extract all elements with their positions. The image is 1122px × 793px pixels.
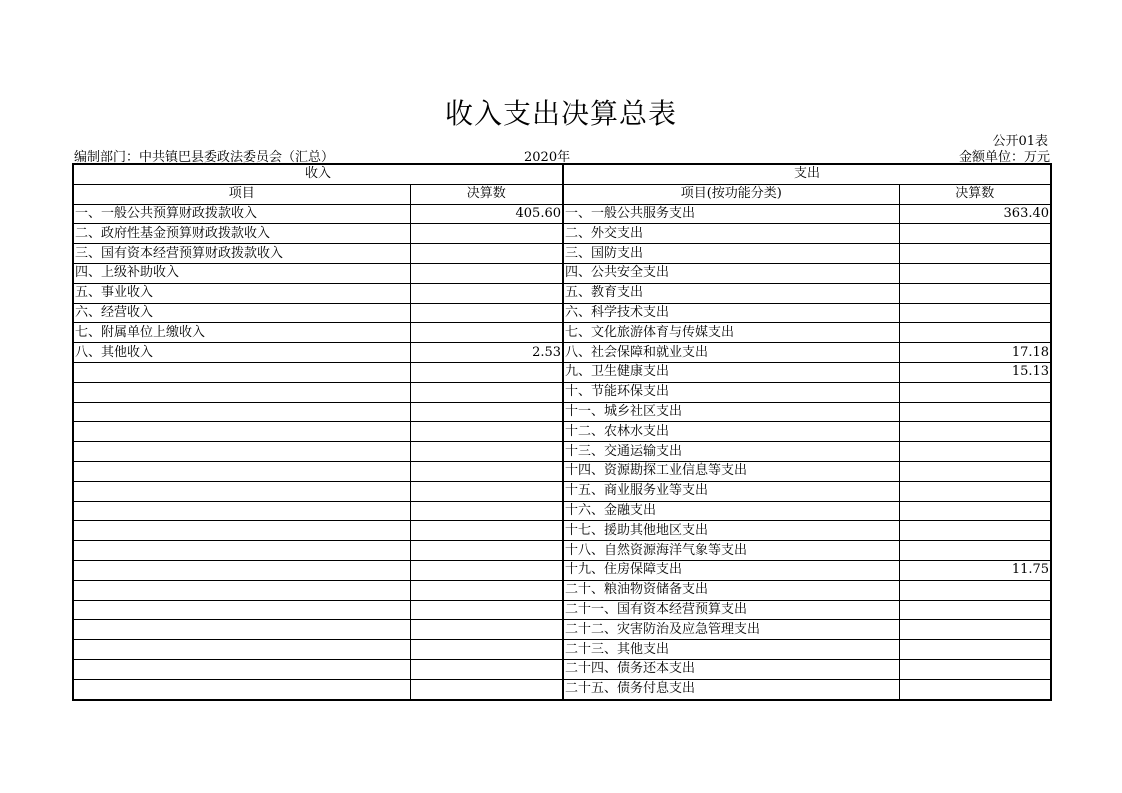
expense-amount-cell: [899, 679, 1051, 699]
table-row: [73, 323, 1051, 343]
expense-item-cell: 二十、粮油物资储备支出: [563, 580, 899, 600]
expense-item-cell: 十九、住房保障支出: [563, 560, 899, 580]
expense-item-cell: 十二、农林水支出: [563, 422, 899, 442]
expense-item-cell: 九、卫生健康支出: [563, 362, 899, 382]
income-amount-header: 决算数: [410, 184, 563, 204]
expense-amount-cell: [899, 521, 1051, 541]
expense-amount-cell: [899, 620, 1051, 640]
table-row: [73, 303, 1051, 323]
table-row: [73, 402, 1051, 422]
income-amount-cell: [410, 422, 563, 442]
income-amount-cell: [410, 620, 563, 640]
column-header-row: [73, 184, 1051, 204]
expense-amount-cell: [899, 263, 1051, 283]
table-row: [73, 224, 1051, 244]
income-amount-cell: [410, 521, 563, 541]
income-amount-cell: 2.53: [410, 343, 563, 363]
income-amount-cell: [410, 303, 563, 323]
expense-amount-cell: [899, 323, 1051, 343]
expense-item-cell: 二十二、灾害防治及应急管理支出: [563, 620, 899, 640]
report-meta: [74, 146, 1050, 163]
income-amount-cell: [410, 541, 563, 561]
expense-amount-cell: [899, 244, 1051, 264]
table-row: [73, 422, 1051, 442]
table-row: [73, 659, 1051, 679]
expense-amount-cell: [899, 501, 1051, 521]
income-amount-cell: [410, 442, 563, 462]
expense-amount-cell: [899, 422, 1051, 442]
expense-amount-cell: 11.75: [899, 560, 1051, 580]
income-amount-cell: [410, 481, 563, 501]
expense-amount-cell: [899, 541, 1051, 561]
expense-item-cell: 十七、援助其他地区支出: [563, 521, 899, 541]
income-item-cell: 二、政府性基金预算财政拨款收入: [73, 224, 410, 244]
table-row: [73, 461, 1051, 481]
income-item-cell: [73, 442, 410, 462]
income-amount-cell: [410, 679, 563, 699]
expense-amount-cell: 17.18: [899, 343, 1051, 363]
income-item-cell: 三、国有资本经营预算财政拨款收入: [73, 244, 410, 264]
income-item-cell: [73, 422, 410, 442]
amount-unit: 金额单位：万元: [958, 150, 1050, 165]
income-item-cell: 五、事业收入: [73, 283, 410, 303]
expense-amount-cell: [899, 402, 1051, 422]
income-item-cell: [73, 640, 410, 660]
table-row: [73, 521, 1051, 541]
expense-amount-cell: [899, 600, 1051, 620]
expense-item-cell: 五、教育支出: [563, 283, 899, 303]
expense-item-cell: 二十五、债务付息支出: [563, 679, 899, 699]
table-row: [73, 244, 1051, 264]
page-title: 收入支出决算总表: [444, 97, 677, 130]
expense-item-cell: 十一、城乡社区支出: [563, 402, 899, 422]
expense-amount-cell: [899, 461, 1051, 481]
table-row: [73, 204, 1051, 224]
table-row: [73, 541, 1051, 561]
expense-item-cell: 六、科学技术支出: [563, 303, 899, 323]
expense-item-cell: 二十三、其他支出: [563, 640, 899, 660]
table-row: [73, 442, 1051, 462]
expense-amount-cell: [899, 303, 1051, 323]
income-item-cell: [73, 481, 410, 501]
income-item-cell: [73, 541, 410, 561]
income-item-cell: [73, 659, 410, 679]
income-amount-cell: [410, 224, 563, 244]
income-item-cell: [73, 402, 410, 422]
income-amount-cell: [410, 283, 563, 303]
department-label: 编制部门：中共镇巴县委政法委员会（汇总）: [74, 150, 335, 165]
expense-item-header: 项目(按功能分类): [563, 184, 899, 204]
expense-item-cell: 一、一般公共服务支出: [563, 204, 899, 224]
table-row: [73, 600, 1051, 620]
expense-amount-cell: [899, 640, 1051, 660]
income-item-cell: 七、附属单位上缴收入: [73, 323, 410, 343]
table-row: [73, 501, 1051, 521]
table-row: [73, 580, 1051, 600]
table-row: [73, 263, 1051, 283]
income-item-cell: [73, 501, 410, 521]
table-row: [73, 640, 1051, 660]
income-amount-cell: [410, 323, 563, 343]
expense-item-cell: 二十一、国有资本经营预算支出: [563, 600, 899, 620]
income-item-cell: [73, 461, 410, 481]
income-item-cell: [73, 560, 410, 580]
table-row: [73, 382, 1051, 402]
income-amount-cell: [410, 560, 563, 580]
income-amount-cell: [410, 501, 563, 521]
expense-amount-header: 决算数: [899, 184, 1051, 204]
income-item-cell: [73, 362, 410, 382]
income-section-header: 收入: [73, 164, 563, 184]
expense-item-cell: 十三、交通运输支出: [563, 442, 899, 462]
form-number: 公开01表: [992, 134, 1048, 149]
expense-item-cell: 八、社会保障和就业支出: [563, 343, 899, 363]
income-amount-cell: [410, 362, 563, 382]
expense-amount-cell: [899, 442, 1051, 462]
expense-item-cell: 十八、自然资源海洋气象等支出: [563, 541, 899, 561]
income-item-cell: [73, 521, 410, 541]
expense-item-cell: 三、国防支出: [563, 244, 899, 264]
expense-item-cell: 十、节能环保支出: [563, 382, 899, 402]
income-amount-cell: 405.60: [410, 204, 563, 224]
expense-item-cell: 十五、商业服务业等支出: [563, 481, 899, 501]
expense-item-cell: 十四、资源勘探工业信息等支出: [563, 461, 899, 481]
expense-item-cell: 二、外交支出: [563, 224, 899, 244]
expense-item-cell: 十六、金融支出: [563, 501, 899, 521]
income-item-header: 项目: [73, 184, 410, 204]
expense-amount-cell: [899, 224, 1051, 244]
expense-amount-cell: [899, 481, 1051, 501]
income-item-cell: [73, 600, 410, 620]
table-row: [73, 620, 1051, 640]
expense-amount-cell: [899, 659, 1051, 679]
expense-item-cell: 七、文化旅游体育与传媒支出: [563, 323, 899, 343]
fiscal-year: 2020年: [524, 150, 571, 165]
income-amount-cell: [410, 382, 563, 402]
table-row: [73, 560, 1051, 580]
expense-item-cell: 二十四、债务还本支出: [563, 659, 899, 679]
income-item-cell: [73, 620, 410, 640]
expense-section-header: 支出: [563, 164, 1051, 184]
income-item-cell: 八、其他收入: [73, 343, 410, 363]
income-expense-table: [72, 163, 1052, 701]
income-item-cell: [73, 580, 410, 600]
table-row: [73, 362, 1051, 382]
expense-amount-cell: 15.13: [899, 362, 1051, 382]
income-amount-cell: [410, 244, 563, 264]
income-amount-cell: [410, 640, 563, 660]
expense-item-cell: 四、公共安全支出: [563, 263, 899, 283]
table-row: [73, 481, 1051, 501]
income-amount-cell: [410, 600, 563, 620]
income-amount-cell: [410, 263, 563, 283]
income-item-cell: 一、一般公共预算财政拨款收入: [73, 204, 410, 224]
income-item-cell: [73, 382, 410, 402]
income-amount-cell: [410, 402, 563, 422]
expense-amount-cell: [899, 580, 1051, 600]
table-row: [73, 283, 1051, 303]
income-item-cell: 四、上级补助收入: [73, 263, 410, 283]
income-item-cell: [73, 679, 410, 699]
income-amount-cell: [410, 659, 563, 679]
income-amount-cell: [410, 461, 563, 481]
expense-amount-cell: [899, 382, 1051, 402]
section-header-row: [73, 164, 1051, 184]
expense-amount-cell: 363.40: [899, 204, 1051, 224]
income-amount-cell: [410, 580, 563, 600]
income-item-cell: 六、经营收入: [73, 303, 410, 323]
expense-amount-cell: [899, 283, 1051, 303]
table-row: [73, 679, 1051, 699]
table-row: [73, 343, 1051, 363]
